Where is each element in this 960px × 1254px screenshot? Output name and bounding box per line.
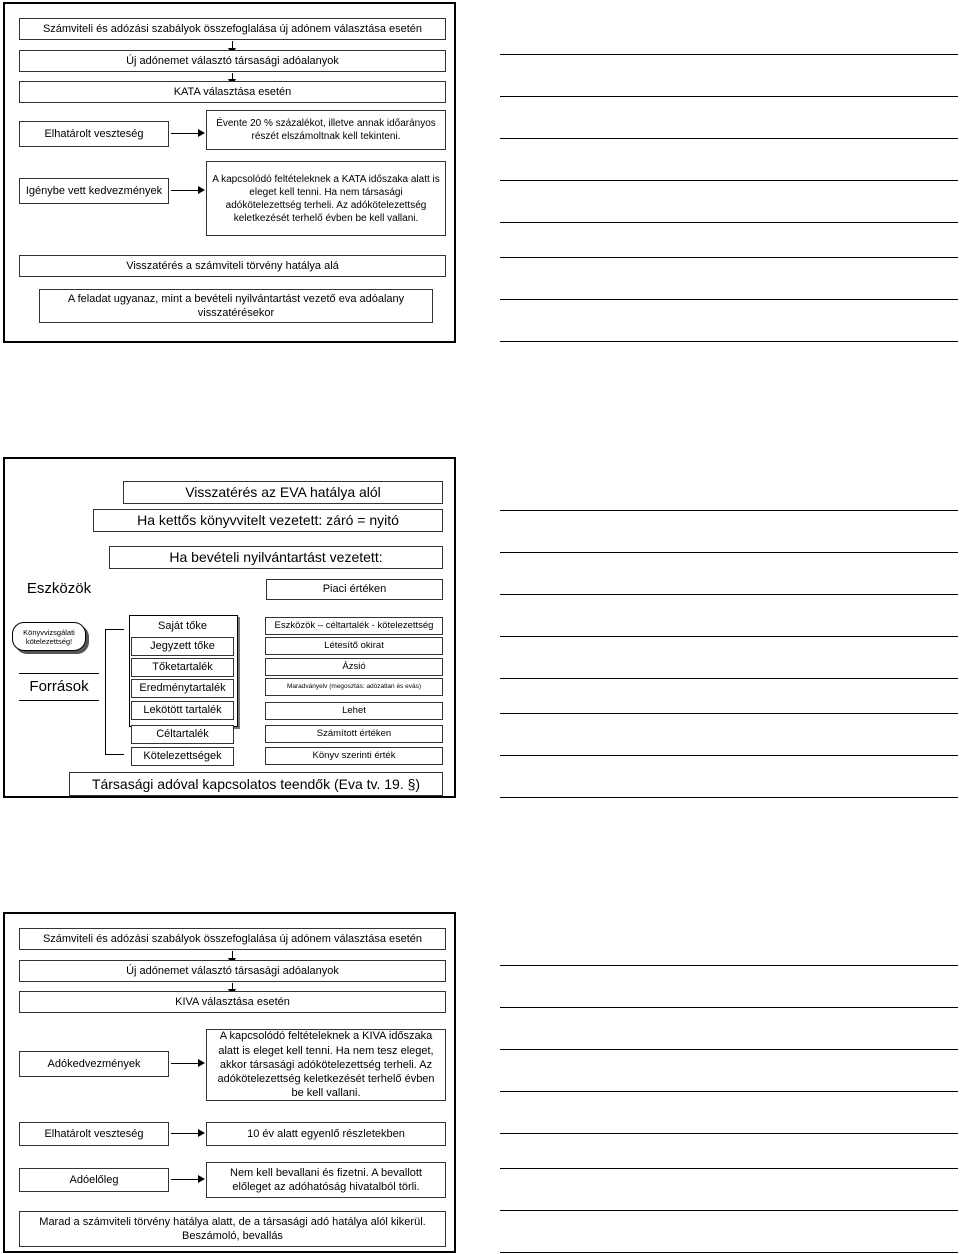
slide3-row2-label: Elhatárolt veszteség: [19, 1122, 169, 1146]
source-provisions: Céltartalék: [131, 725, 234, 744]
slide3-section: KIVA választása esetén: [19, 991, 446, 1013]
note-line: [500, 138, 958, 139]
detail-equity: Eszközök – céltartalék - kötelezettség: [265, 617, 443, 635]
arrow-down-icon: [232, 73, 233, 80]
note-line: [500, 299, 958, 300]
slide3-footer: Marad a számviteli törvény hatálya alatt, de a társasági adó hatálya alól kikerül. Beszámoló, bevallás: [19, 1211, 446, 1247]
arrow-right-icon: [171, 1179, 199, 1180]
source-capital-reserve: Tőketartalék: [131, 658, 234, 677]
detail-liabilities: Könyv szerinti érték: [265, 747, 443, 765]
note-line: [500, 341, 958, 342]
note-line: [500, 965, 958, 966]
note-line: [500, 1091, 958, 1092]
source-tied-reserve: Lekötött tartalék: [131, 701, 234, 720]
arrow-right-icon: [171, 1063, 199, 1064]
slide1-section: KATA választása esetén: [19, 81, 446, 103]
slide1-title: Számviteli és adózási szabályok összefoglalása új adónem választása esetén: [19, 18, 446, 40]
slide3-row3-text: Nem kell bevallani és fizetni. A bevallott előleget az adóhatóság hivatalból törli.: [206, 1162, 446, 1198]
detail-provisions: Számított értéken: [265, 725, 443, 743]
note-line: [500, 1210, 958, 1211]
detail-capital-reserve: Ázsió: [265, 658, 443, 676]
slide1-return-text: A feladat ugyanaz, mint a bevételi nyilvántartást vezető eva adóalany visszatérésekor: [39, 289, 433, 323]
slide1-return-title: Visszatérés a számviteli törvény hatálya alá: [19, 255, 446, 277]
assets-label: Eszközök: [26, 580, 92, 598]
slide2-line2: Ha bevételi nyilvántartást vezetett:: [109, 546, 443, 569]
note-line: [500, 54, 958, 55]
arrow-right-icon: [171, 1133, 199, 1134]
slide-1: [3, 2, 456, 343]
slide3-row3-label: Adóelőleg: [19, 1168, 169, 1192]
note-line: [500, 510, 958, 511]
slide3-row1-text: A kapcsolódó feltételeknek a KIVA időszaka alatt is eleget kell tenni. Ha nem tesz eleget, akkor társasági adókötelezettség terheli. Az adókötelezettség keletkezését terhelő évben be kell vallani.: [206, 1029, 446, 1101]
slide2-line1: Ha kettős könyvvitelt vezetett: záró = nyitó: [93, 509, 443, 532]
sources-label: Források: [19, 673, 99, 701]
slide1-row1-label: Elhatárolt veszteség: [19, 121, 169, 147]
note-line: [500, 1252, 958, 1253]
note-line: [500, 552, 958, 553]
slide3-title: Számviteli és adózási szabályok összefoglalása új adónem választása esetén: [19, 928, 446, 950]
note-line: [500, 755, 958, 756]
note-line: [500, 797, 958, 798]
note-line: [500, 1049, 958, 1050]
note-line: [500, 257, 958, 258]
arrow-right-icon: [171, 133, 199, 134]
sources-bracket: [105, 629, 124, 755]
note-line: [500, 636, 958, 637]
assets-value: Piaci értéken: [266, 579, 443, 600]
note-line: [500, 1133, 958, 1134]
slide1-row2-label: Igénybe vett kedvezmények: [19, 178, 169, 204]
detail-retained-earnings: Maradványelv (megosztás: adózatlan és evás): [265, 678, 443, 696]
note-line: [500, 180, 958, 181]
slide2-footer: Társasági adóval kapcsolatos teendők (Eva tv. 19. §): [69, 772, 443, 796]
slide3-row2-text: 10 év alatt egyenlő részletekben: [206, 1122, 446, 1146]
audit-callout: Könyvvizsgálati kötelezettség!: [12, 622, 86, 651]
note-line: [500, 713, 958, 714]
arrow-right-icon: [171, 190, 199, 191]
arrow-down-icon: [232, 41, 233, 49]
detail-tied-reserve: Lehet: [265, 702, 443, 720]
slide1-subtitle: Új adónemet választó társasági adóalanyok: [19, 50, 446, 72]
slide1-row2-text: A kapcsolódó feltételeknek a KATA időszaka alatt is eleget kell tenni. Ha nem társasági adókötelezettség terheli. Az adókötelezettség keletkezését terhelő évben be kell vallani.: [206, 161, 446, 236]
slide3-row1-label: Adókedvezmények: [19, 1051, 169, 1077]
note-line: [500, 594, 958, 595]
note-line: [500, 678, 958, 679]
arrow-down-icon: [232, 951, 233, 959]
slide2-title: Visszatérés az EVA hatálya alól: [123, 481, 443, 504]
slide1-row1-text: Évente 20 % százalékot, illetve annak időarányos részét elszámoltnak kell tekinteni.: [206, 110, 446, 150]
source-retained-earnings: Eredménytartalék: [131, 679, 234, 698]
note-line: [500, 1007, 958, 1008]
source-registered-capital: Jegyzett tőke: [131, 637, 234, 656]
source-liabilities: Kötelezettségek: [131, 747, 234, 766]
note-line: [500, 1168, 958, 1169]
note-line: [500, 96, 958, 97]
slide-3: [3, 912, 456, 1253]
slide3-subtitle: Új adónemet választó társasági adóalanyok: [19, 960, 446, 982]
source-equity: Saját tőke: [131, 617, 234, 636]
slide-2: [3, 457, 456, 798]
detail-registered-capital: Létesítő okirat: [265, 637, 443, 655]
arrow-down-icon: [232, 983, 233, 990]
note-line: [500, 222, 958, 223]
